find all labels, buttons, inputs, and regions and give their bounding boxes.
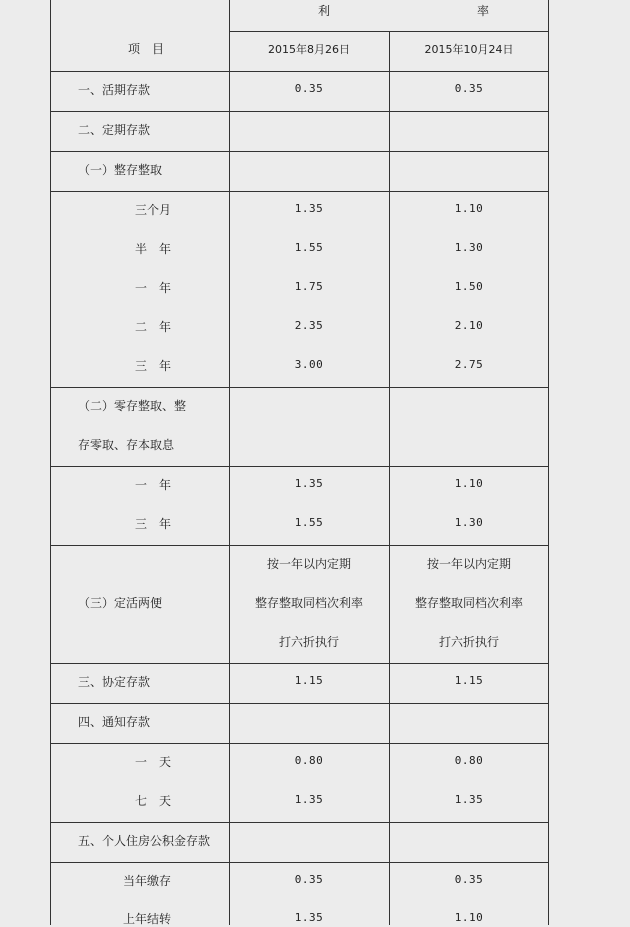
rate-value: 2.75 xyxy=(454,358,484,371)
row-label: （二）零存整取、整 xyxy=(78,399,187,413)
row-label: 五、个人住房公积金存款 xyxy=(78,834,211,848)
rate-value: 1.75 xyxy=(294,280,324,293)
rate-note-line: 按一年以内定期 xyxy=(426,557,511,571)
grid-line xyxy=(50,703,549,704)
row-label: （三）定活两便 xyxy=(78,596,163,610)
rate-value: 1.35 xyxy=(294,911,324,924)
rate-value: 1.10 xyxy=(454,911,484,924)
grid-line xyxy=(50,387,549,388)
rate-value: 3.00 xyxy=(294,358,324,371)
rate-note-line: 打六折执行 xyxy=(278,635,339,649)
grid-line xyxy=(50,71,549,72)
rate-value: 2.10 xyxy=(454,319,484,332)
row-label: 一 年 xyxy=(135,478,172,492)
rate-value: 1.30 xyxy=(454,241,484,254)
rate-value: 0.35 xyxy=(294,873,324,886)
row-label: 三个月 xyxy=(135,203,172,217)
row-label: （一）整存整取 xyxy=(78,163,163,177)
rate-value: 1.15 xyxy=(454,674,484,687)
row-label: 一 天 xyxy=(135,755,172,769)
row-label: 当年缴存 xyxy=(123,874,172,888)
rate-value: 1.10 xyxy=(454,477,484,490)
rate-value: 0.35 xyxy=(454,82,484,95)
header-rate-left: 利 xyxy=(318,4,331,18)
row-label: 七 天 xyxy=(135,794,172,808)
rate-value: 1.55 xyxy=(294,516,324,529)
header-item: 项 目 xyxy=(128,42,165,56)
rate-note-line: 整存整取同档次利率 xyxy=(414,596,523,610)
grid-line xyxy=(50,151,549,152)
row-label: 三 年 xyxy=(135,359,172,373)
rate-value: 1.35 xyxy=(294,793,324,806)
header-date-1: 2015年8月26日 xyxy=(268,43,350,56)
row-label: 二 年 xyxy=(135,320,172,334)
rate-value: 1.15 xyxy=(294,674,324,687)
row-label: 四、通知存款 xyxy=(78,715,151,729)
rate-value: 0.80 xyxy=(294,754,324,767)
rate-value: 1.50 xyxy=(454,280,484,293)
rate-value: 0.35 xyxy=(454,873,484,886)
rate-value: 1.10 xyxy=(454,202,484,215)
row-label: 一 年 xyxy=(135,281,172,295)
rate-value: 1.30 xyxy=(454,516,484,529)
header-date-2: 2015年10月24日 xyxy=(424,43,514,56)
rate-note-line: 按一年以内定期 xyxy=(266,557,351,571)
grid-line xyxy=(229,0,230,925)
grid-line xyxy=(50,111,549,112)
row-label: 三、协定存款 xyxy=(78,675,151,689)
grid-line xyxy=(50,545,549,546)
grid-line xyxy=(548,0,549,71)
rate-value: 1.35 xyxy=(294,477,324,490)
grid-line xyxy=(50,191,549,192)
row-label: 上年结转 xyxy=(123,912,172,926)
row-label: 一、活期存款 xyxy=(78,83,151,97)
grid-line xyxy=(50,0,51,925)
rate-note-line: 打六折执行 xyxy=(438,635,499,649)
row-label: 半 年 xyxy=(135,242,172,256)
rate-value: 0.80 xyxy=(454,754,484,767)
rate-table xyxy=(50,0,549,925)
row-label-continued: 存零取、存本取息 xyxy=(78,438,175,452)
grid-line xyxy=(50,743,549,744)
grid-line xyxy=(50,663,549,664)
row-label: 三 年 xyxy=(135,517,172,531)
grid-line xyxy=(229,31,549,32)
rate-value: 1.35 xyxy=(454,793,484,806)
rate-value: 2.35 xyxy=(294,319,324,332)
row-label: 二、定期存款 xyxy=(78,123,151,137)
rate-value: 1.55 xyxy=(294,241,324,254)
rate-note-line: 整存整取同档次利率 xyxy=(254,596,363,610)
grid-line xyxy=(50,862,549,863)
grid-line xyxy=(50,466,549,467)
header-rate-right: 率 xyxy=(477,4,490,18)
rate-value: 0.35 xyxy=(294,82,324,95)
grid-line xyxy=(50,822,549,823)
rate-value: 1.35 xyxy=(294,202,324,215)
